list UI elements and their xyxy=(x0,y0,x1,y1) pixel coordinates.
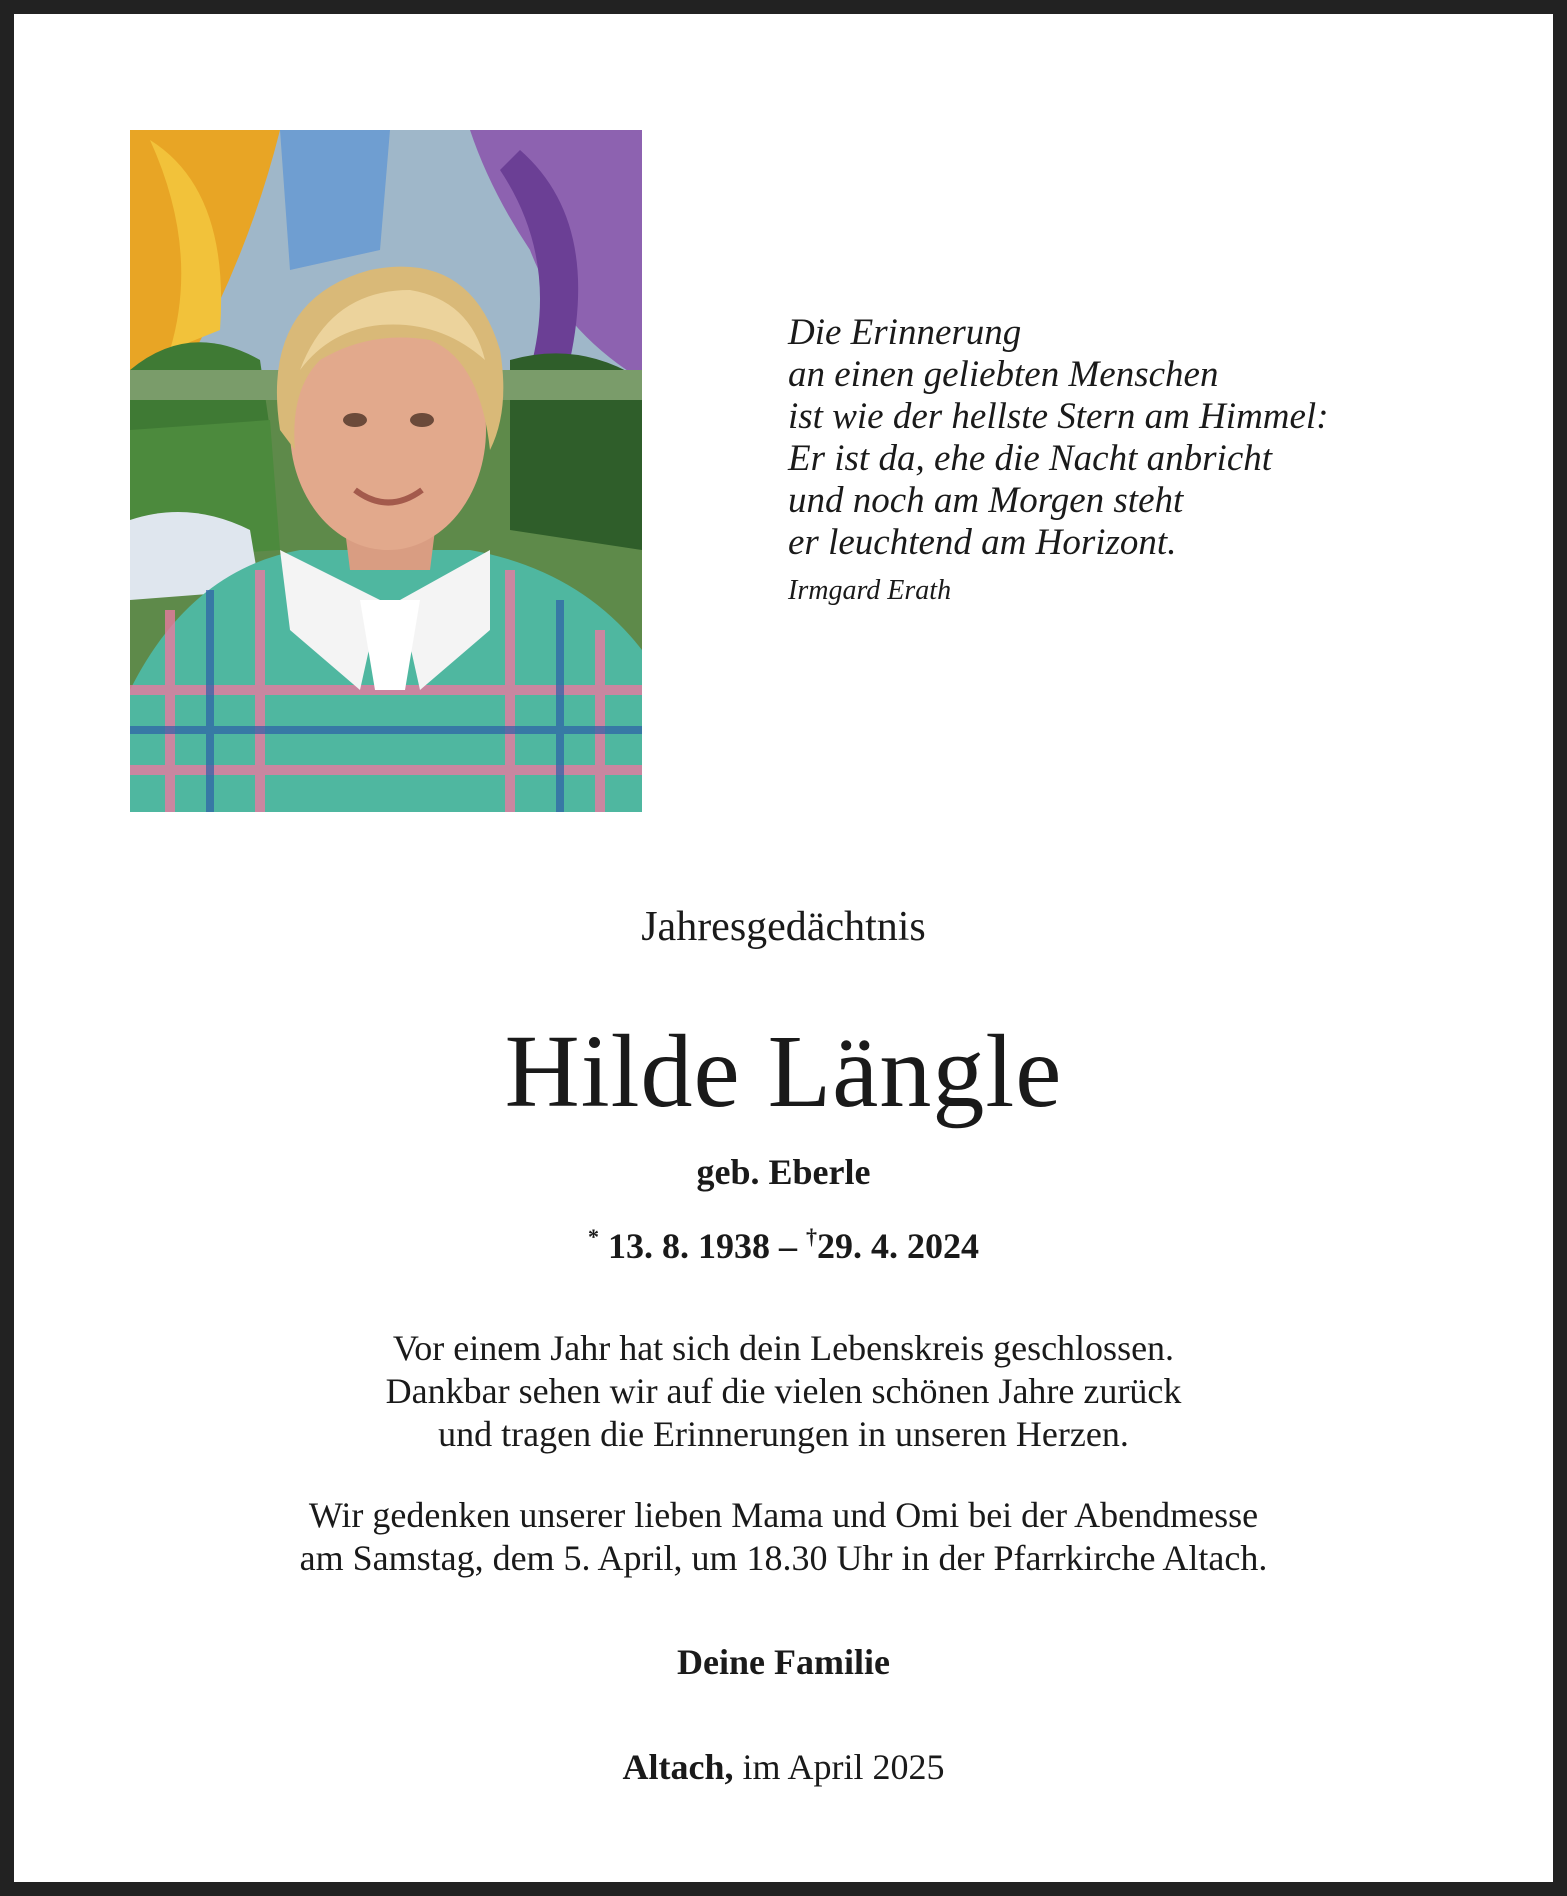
poem-line: Die Erinnerung xyxy=(788,312,1022,353)
deceased-name: Hilde Längle xyxy=(504,1014,1063,1129)
place-date xyxy=(0,1745,1567,1789)
life-dates xyxy=(0,1215,1567,1268)
birth-date: 13. 8. 1938 xyxy=(608,1226,770,1266)
message-line: am Samstag, dem 5. April, um 18.30 Uhr in der Pfarrkirche Altach. xyxy=(299,1538,1268,1578)
place-town: Altach, xyxy=(622,1747,734,1787)
maiden-name: geb. Eberle xyxy=(696,1152,871,1192)
message-paragraph-1 xyxy=(0,1327,1567,1456)
death-symbol: † xyxy=(806,1224,817,1249)
message-paragraph-2 xyxy=(0,1494,1567,1580)
message-line: Wir gedenken unserer lieben Mama und Omi bei der Abendmesse xyxy=(308,1495,1259,1535)
message-line: und tragen die Erinnerungen in unseren Herzen. xyxy=(438,1414,1129,1454)
poem-line: und noch am Morgen steht xyxy=(788,480,1184,521)
poem-line: an einen geliebten Menschen xyxy=(788,354,1219,395)
poem-line: ist wie der hellste Stern am Himmel: xyxy=(788,396,1329,437)
message-line: Vor einem Jahr hat sich dein Lebenskreis geschlossen. xyxy=(392,1328,1175,1368)
notice-heading: Jahresgedächtnis xyxy=(641,904,926,950)
date-separator: – xyxy=(779,1226,797,1266)
poem-line: Er ist da, ehe die Nacht anbricht xyxy=(788,438,1273,479)
poem-line: er leuchtend am Horizont. xyxy=(788,522,1177,563)
death-date: 29. 4. 2024 xyxy=(817,1226,979,1266)
place-month: im April 2025 xyxy=(742,1747,945,1787)
family-signature: Deine Familie xyxy=(677,1642,890,1682)
birth-symbol: * xyxy=(588,1224,599,1249)
message-line: Dankbar sehen wir auf die vielen schönen Jahre zurück xyxy=(385,1371,1182,1411)
poem-author: Irmgard Erath xyxy=(788,575,952,606)
memorial-poem xyxy=(788,312,1508,608)
portrait-photo xyxy=(130,130,642,812)
